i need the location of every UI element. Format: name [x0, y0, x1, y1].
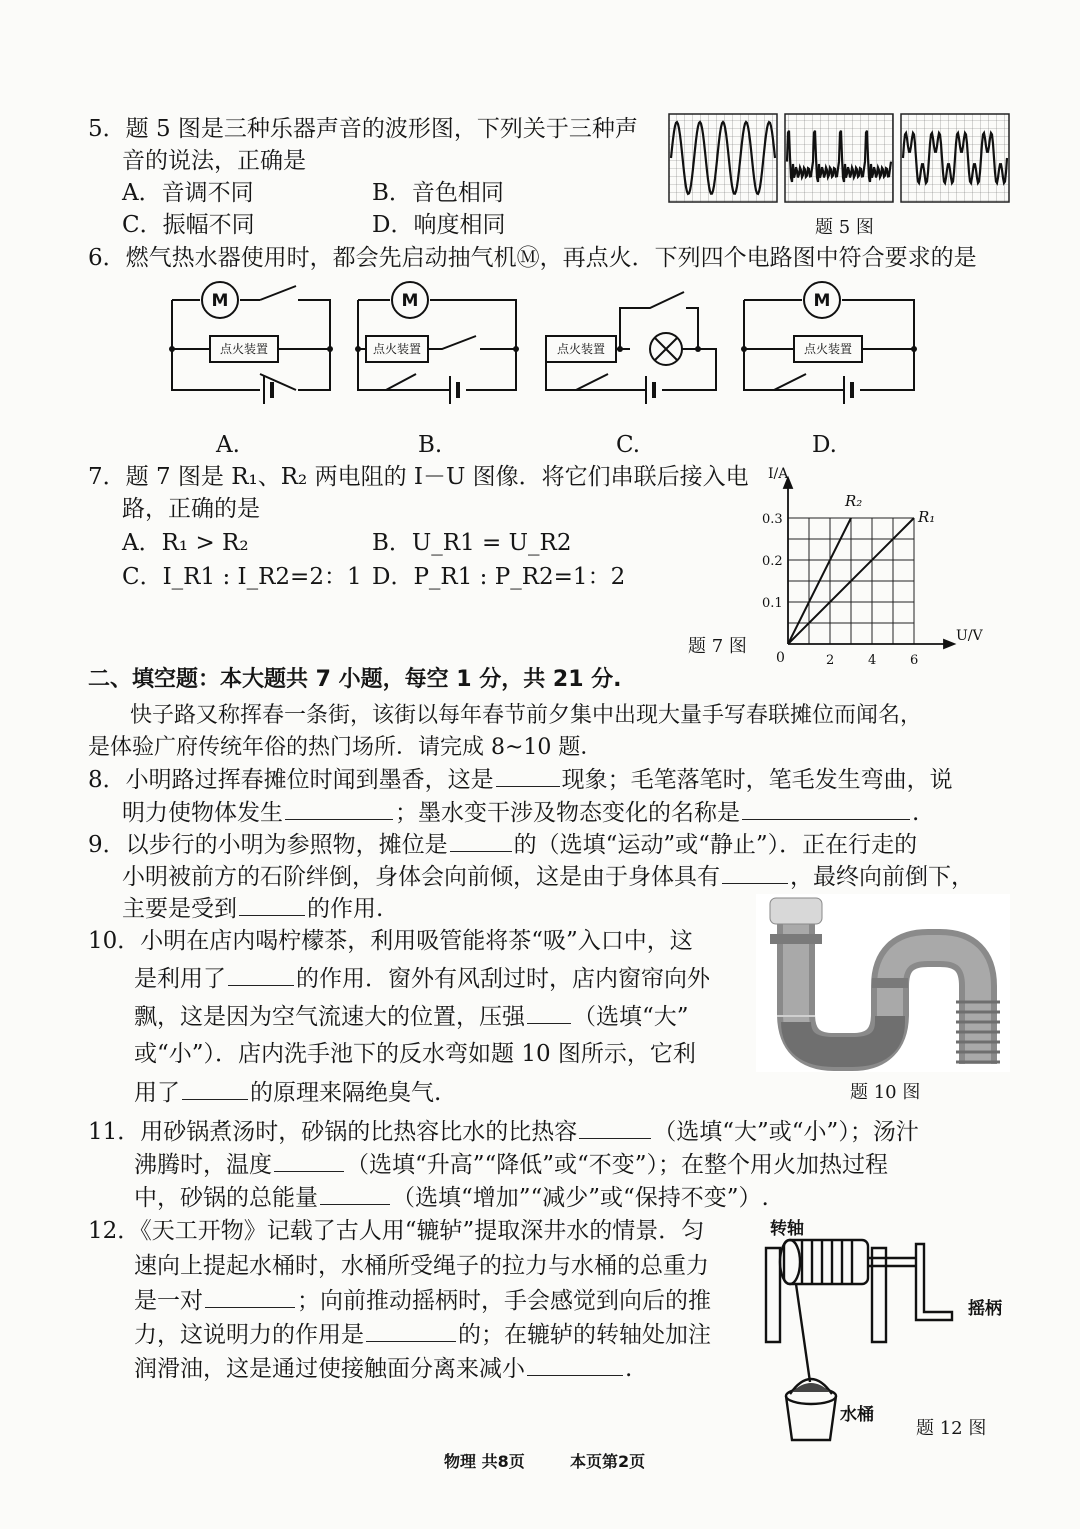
q6-label-a: A. — [216, 432, 240, 458]
q9-text-2a: 小明被前方的石阶绊倒，身体会向前倾，这是由于身体具有 — [122, 864, 720, 890]
r1-label: R₁ — [918, 508, 936, 526]
motor-symbol-b: M — [401, 291, 419, 311]
origin-label: 0 — [776, 650, 785, 666]
q10-caption: 题 10 图 — [850, 1082, 921, 1103]
q11-line1 — [88, 1116, 919, 1147]
igniter-label-d: 点火装置 — [803, 342, 853, 356]
q11-line3 — [134, 1182, 769, 1213]
q11-text-3b: （选填“增加”“减少”或“保持不变”）. — [392, 1185, 769, 1211]
q12-text-5a: 润滑油，这是通过使接触面分离来减小 — [134, 1356, 525, 1382]
q12-blank-1[interactable] — [205, 1285, 295, 1308]
q7-stem-line1: 7．题 7 图是 R₁、R₂ 两电阻的 I－U 图像．将它们串联后接入电 — [88, 464, 749, 490]
q7-caption: 题 7 图 — [688, 636, 747, 657]
q7-option-a: A．R₁ > R₂ — [122, 530, 249, 556]
q12-text-3b: ；向前推动摇柄时，手会感觉到向后的推 — [297, 1288, 711, 1314]
crank-label: 摇柄 — [968, 1299, 1002, 1319]
waveform-3 — [901, 114, 1009, 202]
q11-text-2b: （选填“升高”“降低”或“不变”）；在整个用火加热过程 — [346, 1152, 889, 1178]
q10-text-2a: 是利用了 — [134, 966, 226, 992]
q8-line1 — [88, 764, 953, 795]
q12-line3 — [134, 1285, 711, 1316]
x-axis-label: U/V — [956, 628, 983, 644]
q9-text-3a: 主要是受到 — [122, 896, 237, 922]
q12-blank-3[interactable] — [527, 1353, 623, 1376]
q11-text-1b: （选填“大”或“小”）；汤汁 — [653, 1119, 919, 1145]
q8-blank-1[interactable] — [496, 764, 560, 787]
q11-blank-2[interactable] — [274, 1149, 344, 1172]
q12-text-4a: 力，这说明力的作用是 — [134, 1322, 364, 1348]
q12-text-3a: 是一对 — [134, 1288, 203, 1314]
section2-title: 二、填空题：本大题共 7 小题，每空 1 分，共 21 分. — [88, 667, 622, 692]
q11-line2 — [134, 1149, 888, 1180]
q10-blank-2[interactable] — [527, 1001, 571, 1024]
y-tick-label: 0.2 — [762, 554, 783, 569]
q12-text-5b: . — [625, 1356, 633, 1382]
q9-text-3b: 的作用. — [307, 896, 384, 922]
motor-symbol-a: M — [211, 291, 229, 311]
q12-text-4b: 的；在辘轳的转轴处加注 — [458, 1322, 711, 1348]
q12-line5 — [134, 1353, 632, 1384]
q11-text-1a: 11．用砂锅煮汤时，砂锅的比热容比水的比热容 — [88, 1119, 578, 1145]
q5-option-d: D．响度相同 — [372, 212, 506, 238]
q5-stem-line2: 音的说法，正确是 — [122, 148, 306, 174]
section2-intro-line2: 是体验广府传统年俗的热门场所．请完成 8~10 题． — [88, 735, 603, 760]
q9-blank-2[interactable] — [722, 861, 788, 884]
q12-blank-2[interactable] — [366, 1319, 456, 1342]
q5-option-a: A．音调不同 — [122, 180, 254, 206]
waveform-figure — [668, 112, 1010, 206]
section2-intro-line1: 快子路又称挥春一条街，该街以每年春节前夕集中出现大量手写春联摊位而闻名， — [130, 703, 923, 728]
y-tick-label: 0.3 — [762, 512, 783, 527]
q8-text-2a: 明力使物体发生 — [122, 800, 283, 826]
q10-line1: 10．小明在店内喝柠檬茶，利用吸管能将茶“吸”入口中，这 — [88, 928, 693, 954]
r2-label: R₂ — [845, 492, 863, 510]
y-axis-label: I/A — [768, 466, 789, 482]
q12-caption: 题 12 图 — [916, 1418, 987, 1439]
igniter-label-c: 点火装置 — [556, 342, 606, 356]
footer-total-pages: 物理 共8页 — [444, 1452, 525, 1471]
q9-line3 — [122, 893, 383, 924]
footer-page-number: 本页第2页 — [570, 1452, 646, 1471]
q10-text-2b: 的作用．窗外有风刮过时，店内窗帘向外 — [296, 966, 710, 992]
q8-text-2b: ；墨水变干涉及物态变化的名称是 — [395, 800, 740, 826]
p-trap-image — [756, 894, 1010, 1072]
x-axis-arrow — [944, 640, 954, 648]
q6-stem: 6．燃气热水器使用时，都会先启动抽气机Ⓜ，再点火．下列四个电路图中符合要求的是 — [88, 245, 977, 271]
q10-text-5b: 的原理来隔绝臭气. — [250, 1080, 442, 1106]
q5-option-c: C．振幅不同 — [122, 212, 255, 238]
q6-label-b: B. — [418, 432, 443, 458]
bucket-label: 水桶 — [840, 1405, 874, 1425]
x-tick-label: 2 — [826, 653, 835, 668]
q8-text-2c: . — [912, 800, 920, 826]
q5-stem-line1: 5．题 5 图是三种乐器声音的波形图，下列关于三种声 — [88, 116, 638, 142]
waveform-2 — [785, 114, 893, 202]
q9-text-1a: 9．以步行的小明为参照物，摊位是 — [88, 832, 448, 858]
q8-blank-3[interactable] — [742, 797, 910, 820]
q8-text-1a: 8．小明路过挥春摊位时闻到墨香，这是 — [88, 767, 494, 793]
q11-blank-1[interactable] — [579, 1116, 651, 1139]
q9-blank-1[interactable] — [450, 829, 512, 852]
q10-line2 — [134, 963, 710, 994]
q8-line2 — [122, 797, 919, 828]
q10-line4: 或“小”）．店内洗手池下的反水弯如题 10 图所示，它利 — [134, 1041, 696, 1067]
motor-symbol-d: M — [813, 291, 831, 311]
igniter-label-b: 点火装置 — [372, 342, 422, 356]
q10-line3 — [134, 1001, 689, 1032]
q6-label-c: C. — [616, 432, 641, 458]
q10-line5 — [134, 1077, 441, 1108]
q11-text-3a: 中，砂锅的总能量 — [134, 1185, 318, 1211]
q9-text-2b: ，最终向前倒下， — [790, 864, 974, 890]
q9-line1 — [88, 829, 917, 860]
q11-blank-3[interactable] — [320, 1182, 390, 1205]
q6-label-d: D. — [812, 432, 837, 458]
q7-option-d: D．P_R1 : P_R2=1：2 — [372, 564, 626, 590]
igniter-label-a: 点火装置 — [219, 342, 269, 356]
axle-label: 转轴 — [770, 1219, 804, 1239]
q10-text-3a: 飘，这是因为空气流速大的位置，压强 — [134, 1004, 525, 1030]
q10-blank-1[interactable] — [228, 963, 294, 986]
q12-line4 — [134, 1319, 711, 1350]
q5-caption: 题 5 图 — [815, 217, 874, 238]
y-tick-label: 0.1 — [762, 596, 783, 611]
q11-text-2a: 沸腾时，温度 — [134, 1152, 272, 1178]
q9-blank-3[interactable] — [239, 893, 305, 916]
q10-text-3b: （选填“大” — [573, 1004, 689, 1030]
q12-line1: 12．《天工开物》记载了古人用“辘轳”提取深井水的情景．匀 — [88, 1218, 705, 1244]
circuit-diagrams — [160, 278, 930, 423]
q5-option-b: B．音色相同 — [372, 180, 504, 206]
q7-option-b: B．U_R1 = U_R2 — [372, 530, 572, 556]
q12-line2: 速向上提起水桶时，水桶所受绳子的拉力与水桶的总重力 — [134, 1253, 709, 1279]
x-tick-label: 4 — [868, 653, 877, 668]
q9-text-1b: 的（选填“运动”或“静止”）．正在行走的 — [513, 832, 918, 858]
q10-blank-3[interactable] — [182, 1077, 248, 1100]
q7-stem-line2: 路，正确的是 — [122, 496, 260, 522]
q8-blank-2[interactable] — [285, 797, 393, 820]
q9-line2 — [122, 861, 974, 892]
waveform-1 — [669, 114, 777, 202]
x-tick-label: 6 — [910, 653, 919, 668]
iu-graph — [760, 462, 1000, 674]
q8-text-1b: 现象；毛笔落笔时，笔毛发生弯曲，说 — [561, 767, 953, 793]
q7-option-c: C．I_R1 : I_R2=2：1 — [122, 564, 362, 590]
q10-text-5a: 用了 — [134, 1080, 180, 1106]
